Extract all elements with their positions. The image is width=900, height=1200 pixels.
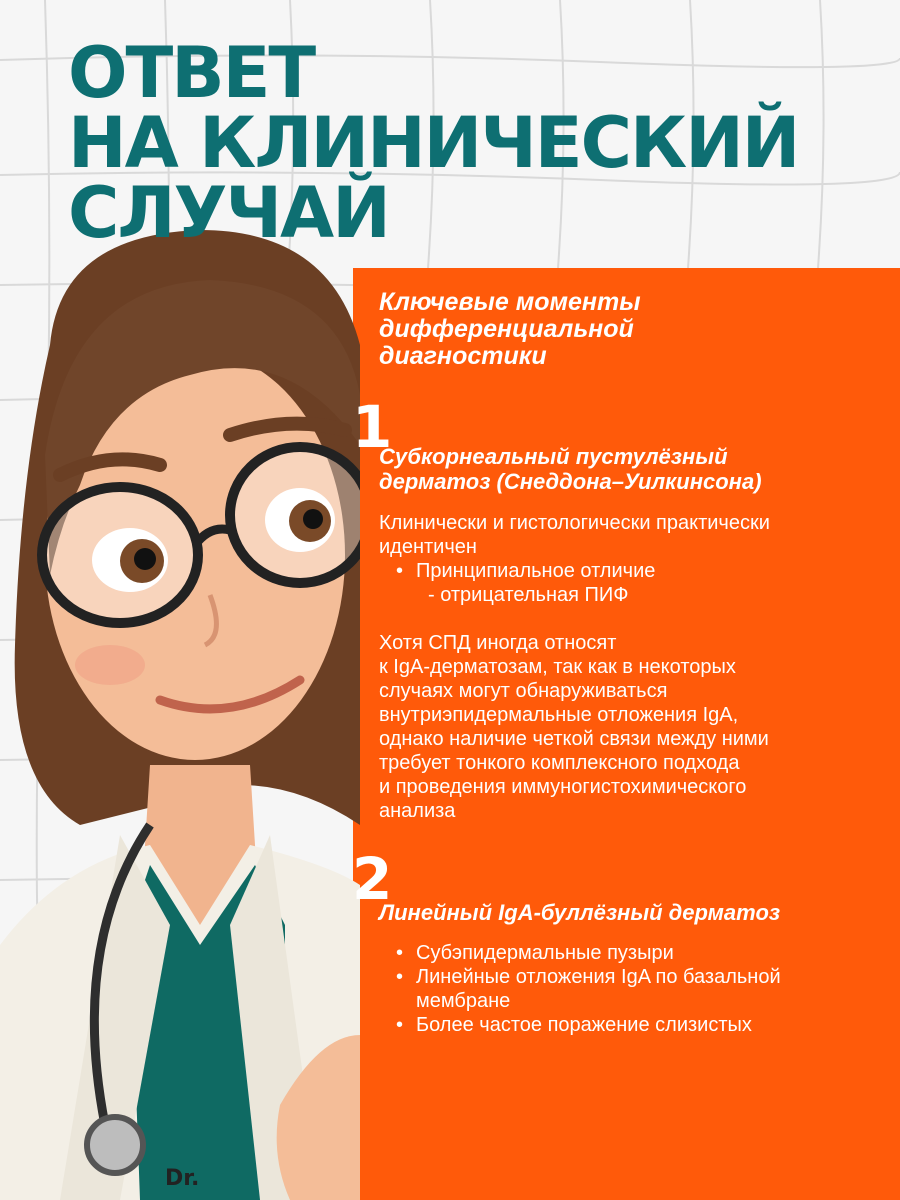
paragraph-line: и проведения иммуногистохимического bbox=[379, 776, 747, 798]
section-1-body bbox=[379, 511, 884, 823]
bullet-text: • Принципиальное отличие bbox=[416, 560, 656, 582]
bullet-item bbox=[379, 559, 884, 607]
coat-name-tag: Dr. bbox=[165, 1166, 200, 1191]
panel-subtitle bbox=[379, 289, 879, 370]
intro-line: идентичен bbox=[379, 536, 477, 558]
subtitle-line: дифференциальной bbox=[379, 315, 634, 343]
bullet-text: • Линейные отложения IgA по базальной bbox=[416, 966, 781, 988]
paragraph-line: случаях могут обнаруживаться bbox=[379, 680, 668, 702]
bullet-text: • Субэпидермальные пузыри bbox=[416, 942, 674, 964]
section-2-body bbox=[379, 941, 884, 1037]
paragraph-line: к IgA-дерматозам, так как в некоторых bbox=[379, 656, 736, 678]
bullet-item bbox=[379, 965, 884, 1013]
doctor-illustration bbox=[0, 225, 360, 1200]
paragraph-line: однако наличие четкой связи между ними bbox=[379, 728, 769, 750]
section-2-title: Линейный IgA-буллёзный дерматоз bbox=[379, 900, 781, 925]
bullet-text-continuation: - отрицательная ПИФ bbox=[428, 584, 629, 606]
section-1-title-line: Субкорнеальный пустулёзный bbox=[379, 444, 728, 469]
subtitle-line: диагностики bbox=[379, 342, 547, 370]
title-line: ОТВЕТ bbox=[68, 32, 315, 114]
paragraph-line: требует тонкого комплексного подхода bbox=[379, 752, 740, 774]
bullet-item bbox=[379, 941, 884, 965]
bullet-text: • Более частое поражение слизистых bbox=[416, 1014, 752, 1036]
section-1-intro bbox=[379, 511, 884, 559]
page-title bbox=[68, 32, 799, 254]
section-1-title-line: дерматоз (Снеддона–Уилкинсона) bbox=[379, 469, 762, 494]
bullet-item bbox=[379, 1013, 884, 1037]
paragraph-line: Хотя СПД иногда относят bbox=[379, 632, 617, 654]
section-1-bullets bbox=[379, 559, 884, 607]
paragraph-line: внутриэпидермальные отложения IgA, bbox=[379, 704, 739, 726]
title-line: НА КЛИНИЧЕСКИЙ bbox=[68, 102, 799, 184]
section-2-bullets bbox=[379, 941, 884, 1037]
section-number-1: 1 bbox=[352, 393, 393, 461]
intro-line: Клинически и гистологически практически bbox=[379, 512, 770, 534]
title-line: СЛУЧАЙ bbox=[68, 172, 389, 254]
section-1-paragraph bbox=[379, 631, 884, 823]
paragraph-line: анализа bbox=[379, 800, 456, 822]
bullet-text-continuation: мембране bbox=[416, 990, 511, 1012]
subtitle-line: Ключевые моменты bbox=[379, 288, 641, 316]
section-1-title bbox=[379, 444, 879, 494]
section-number-2: 2 bbox=[352, 845, 393, 913]
